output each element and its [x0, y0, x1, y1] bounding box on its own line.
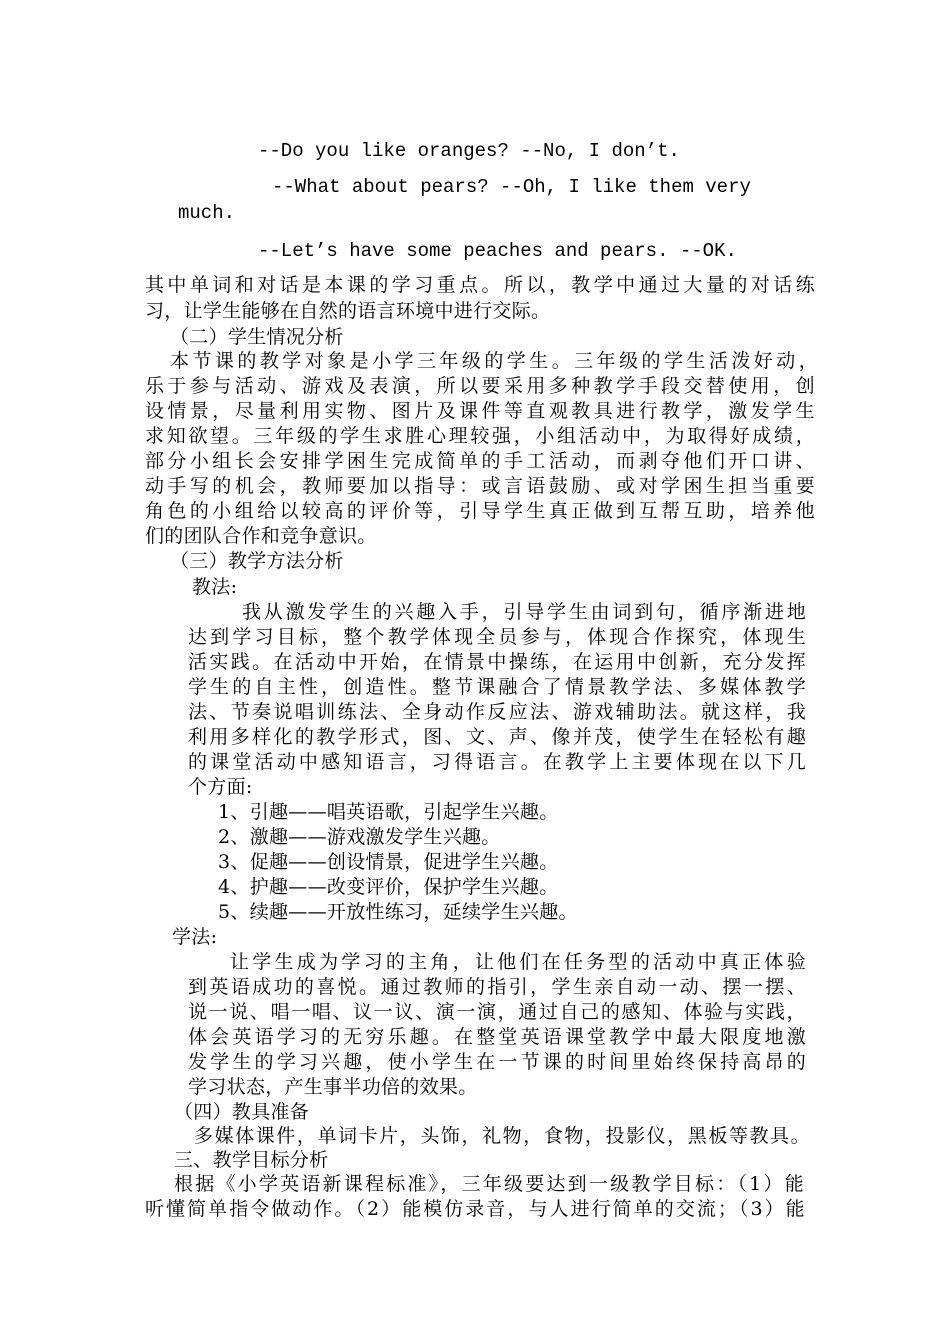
body-line: 让学生成为学习的主角，让他们在任务型的活动中真正体验	[230, 951, 806, 973]
list-item: 4、护趣——改变评价，保护学生兴趣。	[218, 876, 559, 898]
dialogue-line: much.	[178, 202, 236, 224]
list-item: 2、激趣——游戏激发学生兴趣。	[218, 826, 501, 848]
dialogue-line: --Let’s have some peaches and pears. --OK.	[258, 240, 737, 262]
section-heading: （二）学生情况分析	[170, 326, 344, 348]
section-heading: （四）教具准备	[174, 1101, 310, 1123]
dialogue-line: --Do you like oranges? --No, I don’t.	[258, 140, 680, 162]
subsection-label: 学法:	[172, 926, 218, 948]
body-line: 设情景，尽量利用实物、图片及课件等直观教具进行教学，激发学生	[145, 400, 815, 422]
body-line: 发学生的学习兴趣，使小学生在一节课的时间里始终保持高昂的	[188, 1051, 806, 1073]
body-line: 学习状态，产生事半功倍的效果。	[188, 1076, 478, 1098]
dialogue-line: --What about pears? --Oh, I like them very	[272, 176, 751, 198]
body-line: 乐于参与活动、游戏及表演，所以要采用多种教学手段交替使用，创	[145, 375, 815, 397]
body-line: 动手写的机会，教师要加以指导：或言语鼓励、或对学困生担当重要	[145, 475, 815, 497]
section-heading: （三）教学方法分析	[170, 550, 344, 572]
body-line: 达到学习目标，整个教学体现全员参与，体现合作探究，体现生	[188, 626, 806, 648]
list-item: 3、促趣——创设情景，促进学生兴趣。	[218, 851, 559, 873]
body-line: 其中单词和对话是本课的学习重点。所以，教学中通过大量的对话练	[145, 274, 815, 296]
body-line: 利用多样化的教学形式，图、文、声、像并茂，使学生在轻松有趣	[188, 726, 806, 748]
body-line: 角色的小组给以较高的评价等，引导学生真正做到互帮互助，培养他	[145, 500, 815, 522]
part-heading: 三、教学目标分析	[174, 1149, 329, 1171]
body-line: 习，让学生能够在自然的语言环境中进行交际。	[145, 300, 551, 322]
subsection-label: 教法:	[192, 576, 238, 598]
body-line: 的课堂活动中感知语言，习得语言。在教学上主要体现在以下几	[188, 751, 806, 773]
body-line: 说一说、唱一唱、议一议、演一演，通过自己的感知、体验与实践，	[188, 1001, 806, 1023]
body-line: 多媒体课件，单词卡片，头饰，礼物，食物，投影仪，黑板等教具。	[194, 1125, 810, 1147]
body-line: 听懂简单指令做动作。（2）能模仿录音，与人进行简单的交流；（3）能	[145, 1198, 805, 1220]
body-line: 们的团队合作和竞争意识。	[145, 525, 377, 547]
list-item: 5、续趣——开放性练习，延续学生兴趣。	[218, 901, 578, 923]
body-line: 到英语成功的喜悦。通过教师的指引，学生亲自动一动、摆一摆、	[188, 976, 806, 998]
body-line: 体会英语学习的无穷乐趣。在整堂英语课堂教学中最大限度地激	[188, 1026, 806, 1048]
body-line: 求知欲望。三年级的学生求胜心理较强，小组活动中，为取得好成绩，	[145, 425, 815, 447]
body-line: 学生的自主性，创造性。整节课融合了情景教学法、多媒体教学	[188, 676, 806, 698]
body-line: 个方面:	[188, 776, 253, 798]
body-line: 法、节奏说唱训练法、全身动作反应法、游戏辅助法。就这样，我	[188, 701, 806, 723]
list-item: 1、引趣——唱英语歌，引起学生兴趣。	[218, 801, 559, 823]
body-line: 我从激发学生的兴趣入手，引导学生由词到句，循序渐进地	[242, 601, 806, 623]
body-line: 根据《小学英语新课程标准》，三年级要达到一级教学目标：（1）能	[174, 1173, 804, 1195]
body-line: 部分小组长会安排学困生完成简单的手工活动，而剥夺他们开口讲、	[145, 450, 815, 472]
body-line: 本节课的教学对象是小学三年级的学生。三年级的学生活泼好动，	[170, 350, 818, 372]
body-line: 活实践。在活动中开始，在情景中操练，在运用中创新，充分发挥	[188, 651, 806, 673]
